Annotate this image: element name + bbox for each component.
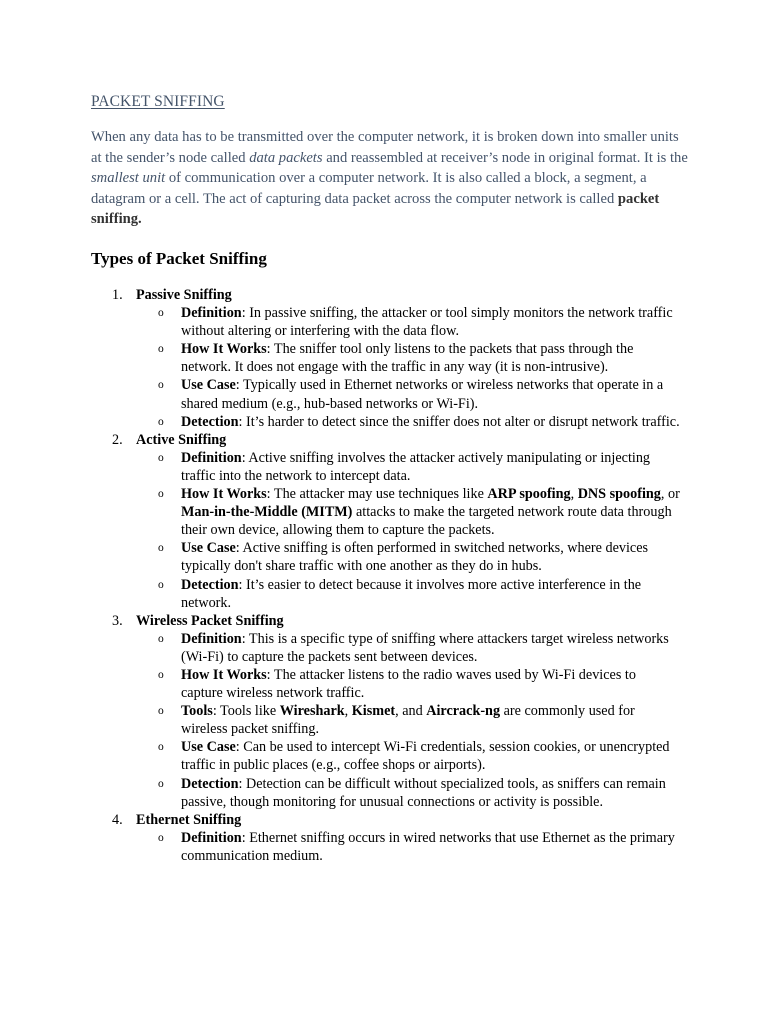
- text-run: : Tools like: [212, 703, 280, 720]
- text-run: attacks to make the targeted network route data through their own device, allowing them to capture the packets.: [181, 504, 672, 539]
- text-run: : Ethernet sniffing occurs in wired networks that use Ethernet as the primary communication medium.: [181, 829, 675, 864]
- bold-text: Aircrack-ng: [426, 703, 501, 720]
- bold-text: How It Works: [181, 341, 267, 358]
- type-heading: [0, 612, 768, 630]
- text-run: : Can be used to intercept Wi-Fi credentials, session cookies, or unencrypted traffic in public places (e.g., coffee shops or airports).: [181, 739, 670, 774]
- bullet-marker: o: [158, 668, 164, 681]
- bullet-item: [0, 449, 768, 485]
- list-number: 2.: [112, 431, 123, 448]
- list-number: 4.: [112, 811, 123, 828]
- intro-text: When any data has to be transmitted over the computer network, it is broken down into smaller units at the sender’s node called: [91, 129, 679, 166]
- intro-text: of communication over a computer network. It is also called a block, a segment, a datagram or a cell. The act of capturing data packet across the computer network is called: [91, 170, 647, 207]
- type-heading: [0, 811, 768, 829]
- bold-text: Detection: [181, 413, 239, 430]
- type-item: [0, 431, 768, 612]
- bold-text: Tools: [181, 703, 213, 720]
- italic-term: smallest unit: [91, 170, 166, 187]
- text-run: : Active sniffing is often performed in switched networks, where devices typically don't share traffic with one another as they do in hubs.: [181, 540, 649, 575]
- bullet-item: [0, 539, 768, 575]
- bullet-item: [0, 829, 768, 865]
- type-heading: [0, 431, 768, 449]
- bold-text: Use Case: [181, 377, 236, 394]
- bullet-marker: o: [158, 578, 164, 591]
- bullet-marker: o: [158, 705, 164, 718]
- type-item: [0, 612, 768, 811]
- text-run: : Typically used in Ethernet networks or wireless networks that operate in a shared medium (e.g., hub-based networks or Wi-Fi).: [181, 377, 664, 412]
- bullet-item: [0, 775, 768, 811]
- document-title: PACKET SNIFFING: [91, 93, 225, 110]
- text-run: : The attacker may use techniques like: [266, 486, 488, 503]
- type-heading: [0, 286, 768, 304]
- bold-text: Kismet: [351, 703, 396, 720]
- intro-text: and reassembled at receiver’s node in original format. It is the: [322, 149, 688, 166]
- bold-text: Definition: [181, 449, 242, 466]
- bold-text: Detection: [181, 576, 239, 593]
- bullet-item: [0, 630, 768, 666]
- bullet-marker: o: [158, 542, 164, 555]
- text-run: : Active sniffing involves the attacker actively manipulating or injecting traffic into the network to intercept data.: [181, 449, 651, 484]
- bullet-item: [0, 666, 768, 702]
- bullet-marker: o: [158, 415, 164, 428]
- bold-text: How It Works: [181, 486, 267, 503]
- bold-text: Definition: [181, 305, 242, 322]
- bullet-item: [0, 376, 768, 412]
- bold-text: Use Case: [181, 739, 236, 756]
- bullet-item: [0, 738, 768, 774]
- bullet-item: [0, 485, 768, 539]
- bullet-item: [0, 413, 768, 431]
- bold-text: Use Case: [181, 540, 236, 557]
- bold-text: Definition: [181, 630, 242, 647]
- bullet-marker: o: [158, 831, 164, 844]
- bold-text: ARP spoofing: [487, 486, 571, 503]
- bullet-item: [0, 576, 768, 612]
- bullet-marker: o: [158, 307, 164, 320]
- bullet-item: [0, 340, 768, 376]
- text-run: : In passive sniffing, the attacker or tool simply monitors the network traffic without altering or interfering with the data flow.: [181, 305, 673, 340]
- text-run: : It’s harder to detect since the sniffer does not alter or disrupt network traffic.: [238, 413, 680, 430]
- bullet-marker: o: [158, 379, 164, 392]
- text-run: are commonly used for wireless packet sniffing.: [181, 703, 635, 738]
- type-title: Passive Sniffing: [136, 287, 232, 303]
- bullet-item: [0, 304, 768, 340]
- list-number: 1.: [112, 287, 123, 303]
- bold-text: How It Works: [181, 666, 267, 683]
- text-run: : Detection can be difficult without specialized tools, as sniffers can remain passive, though monitoring for unusual connections or activity is possible.: [181, 775, 666, 810]
- bullet-marker: o: [158, 451, 164, 464]
- text-run: , and: [395, 703, 427, 720]
- text-run: : The attacker listens to the radio waves used by Wi-Fi devices to capture wireless network traffic.: [181, 666, 636, 702]
- list-number: 3.: [112, 612, 123, 629]
- text-run: ,: [570, 486, 578, 503]
- bold-text: DNS spoofing: [577, 486, 661, 503]
- type-item: [0, 811, 768, 865]
- bold-text: Wireshark: [279, 703, 345, 720]
- bullet-item: [0, 702, 768, 738]
- text-run: : The sniffer tool only listens to the packets that pass through the network. It does not engage with the traffic in any way (it is non-intrusive).: [181, 341, 634, 376]
- type-title: Ethernet Sniffing: [136, 811, 242, 828]
- section-heading: Types of Packet Sniffing: [91, 249, 267, 268]
- bullet-marker: o: [158, 777, 164, 790]
- text-run: : This is a specific type of sniffing where attackers target wireless networks (Wi-Fi) to capture the packets sent between devices.: [181, 630, 669, 665]
- bold-term: packet sniffing.: [91, 190, 660, 228]
- bullet-marker: o: [158, 632, 164, 645]
- bold-text: Detection: [181, 775, 239, 792]
- text-run: ,: [344, 703, 352, 720]
- type-title: Active Sniffing: [136, 431, 227, 448]
- text-run: , or: [660, 486, 680, 503]
- bold-text: Definition: [181, 829, 242, 846]
- types-list: [0, 286, 768, 865]
- type-item: [0, 286, 768, 431]
- bold-text: Man-in-the-Middle (MITM): [181, 504, 353, 521]
- bullet-marker: o: [158, 488, 164, 501]
- bullet-marker: o: [158, 741, 164, 754]
- bullet-marker: o: [158, 343, 164, 356]
- text-run: : It’s easier to detect because it involves more active interference in the network.: [181, 576, 642, 611]
- intro-paragraph: [91, 127, 691, 230]
- type-title: Wireless Packet Sniffing: [136, 612, 284, 629]
- italic-term: data packets: [249, 149, 323, 166]
